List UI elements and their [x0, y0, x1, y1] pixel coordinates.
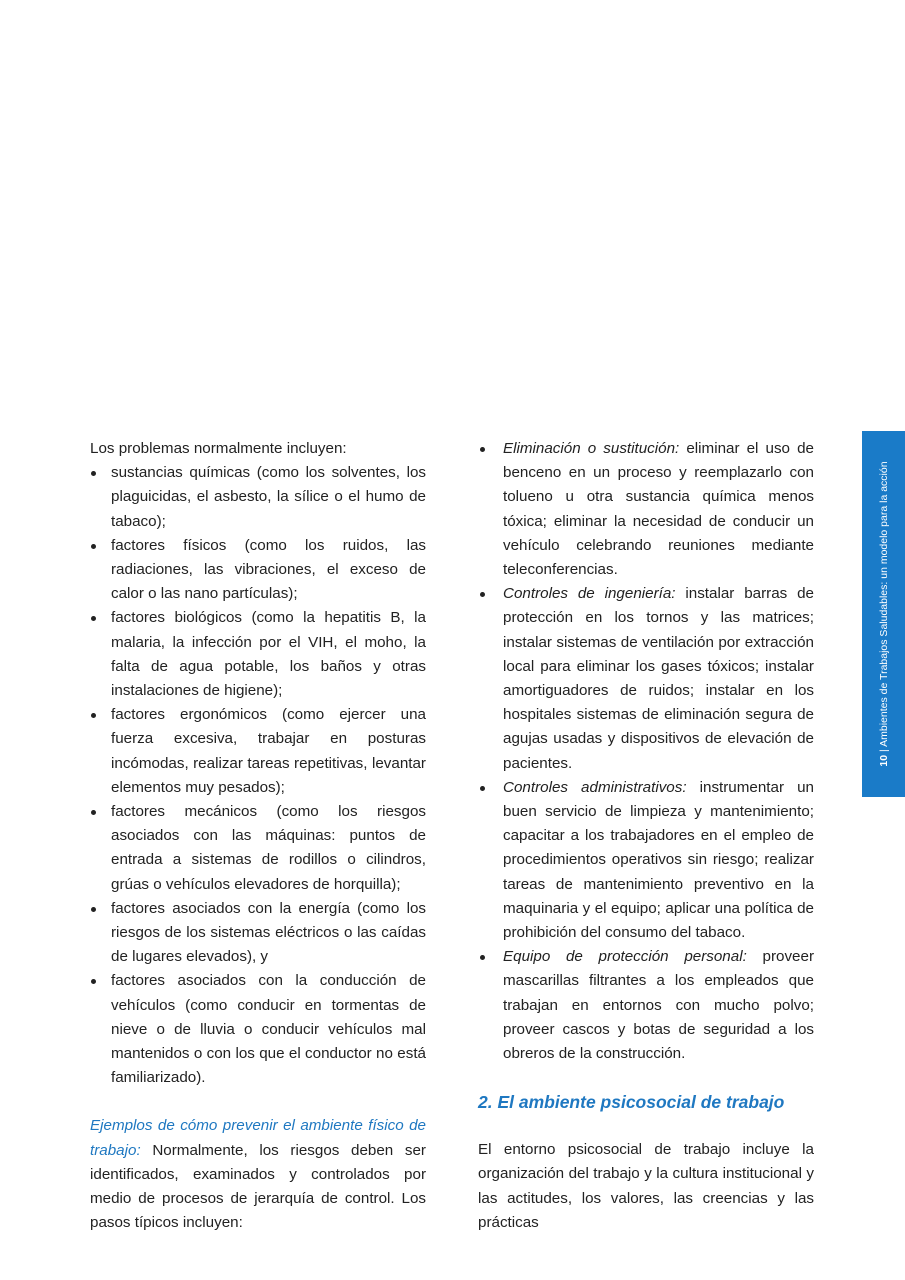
problems-intro: Los problemas normalmente incluyen:: [90, 440, 347, 457]
list-item: factores ergonómicos (como ejercer una fuerza excesiva, trabajar en posturas incómodas, realizar tareas repetitivas, levantar elementos muy pesados);: [90, 703, 426, 800]
side-tab: [862, 431, 905, 797]
section-heading: 2. El ambiente psicosocial de trabajo: [478, 1092, 785, 1113]
step-text: eliminar el uso de benceno en un proceso y reemplazarlo con tolueno u otra sustancia química menos tóxica; eliminar la necesidad de conducir un vehículo celebrando reuniones mediante teleconferencias.: [503, 440, 814, 579]
examples-lead: Ejemplos de cómo prevenir el ambiente físico de trabajo:: [90, 1117, 426, 1159]
step-text: instrumentar un buen servicio de limpieza y mantenimiento; capacitar a los trabajadores en el empleo de procedimientos operativos sin riesgo; realizar tareas de mantenimiento preventivo en la maquinaria y el equipo; aplicar una política de prohibición del consumo del tabaco.: [503, 778, 814, 942]
problems-list: [90, 461, 426, 1090]
list-item: factores mecánicos (como los riesgos asociados con las máquinas: puntos de entrada a sistemas de rodillos o cilindros, grúas o vehículos elevadores de horquilla);: [90, 800, 426, 897]
step-term: Controles administrativos:: [503, 778, 687, 796]
paragraph-spacer: [478, 1114, 814, 1138]
list-item: factores asociados con la conducción de vehículos (como conducir en tormentas de nieve o de lluvia o conducir vehículos mal mantenidos o con los que el conductor no está familiarizado).: [90, 969, 426, 1090]
list-item: [478, 776, 814, 945]
paragraph-spacer: [478, 1066, 814, 1090]
left-column: [90, 437, 426, 1236]
step-term: Equipo de protección personal:: [503, 948, 747, 966]
side-tab-text: [877, 461, 891, 766]
list-item: factores biológicos (como la hepatitis B, la malaria, la infección por el VIH, el moho, la falta de agua potable, los baños y otras instalaciones de higiene);: [90, 606, 426, 703]
list-item: factores asociados con la energía (como los riesgos de los sistemas eléctricos o las caídas de lugares elevados), y: [90, 897, 426, 970]
section-paragraph: El entorno psicosocial de trabajo incluye la organización del trabajo y la cultura institucional y las actitudes, los valores, las creencias y las prácticas: [478, 1141, 814, 1231]
list-item: [478, 437, 814, 582]
running-title: Ambientes de Trabajos Saludables: un modelo para la acción: [877, 461, 890, 747]
step-term: Controles de ingeniería:: [503, 585, 676, 603]
step-term: Eliminación o sustitución:: [503, 440, 680, 457]
control-steps-list: [478, 437, 814, 1066]
paragraph-spacer: [90, 1090, 426, 1114]
page-number: 10: [877, 754, 890, 767]
list-item: [478, 582, 814, 776]
step-text: proveer mascarillas filtrantes a los empleados que trabajan en entornos con mucho polvo; proveer cascos y botas de seguridad a los obreros de la construcción.: [503, 948, 814, 1063]
list-item: [478, 945, 814, 1066]
right-column: [478, 437, 814, 1235]
step-text: instalar barras de protección en los tornos y las matrices; instalar sistemas de ventilación por extracción local para eliminar los gases tóxicos; instalar amortiguadores de ruidos; instalar en los hospitales sistemas de eliminación segura de agujas usadas y dispositivos de elevación de pacientes.: [503, 585, 814, 772]
examples-paragraph: [90, 1114, 426, 1235]
list-item: factores físicos (como los ruidos, las radiaciones, las vibraciones, el exceso de calor o las nano partículas);: [90, 534, 426, 607]
examples-text: Normalmente, los riesgos deben ser identificados, examinados y controlados por medio de procesos de jerarquía de control. Los pasos típicos incluyen:: [90, 1141, 426, 1232]
side-separator: |: [877, 749, 890, 752]
list-item: sustancias químicas (como los solventes, los plaguicidas, el asbesto, la sílice o el humo de tabaco);: [90, 461, 426, 534]
